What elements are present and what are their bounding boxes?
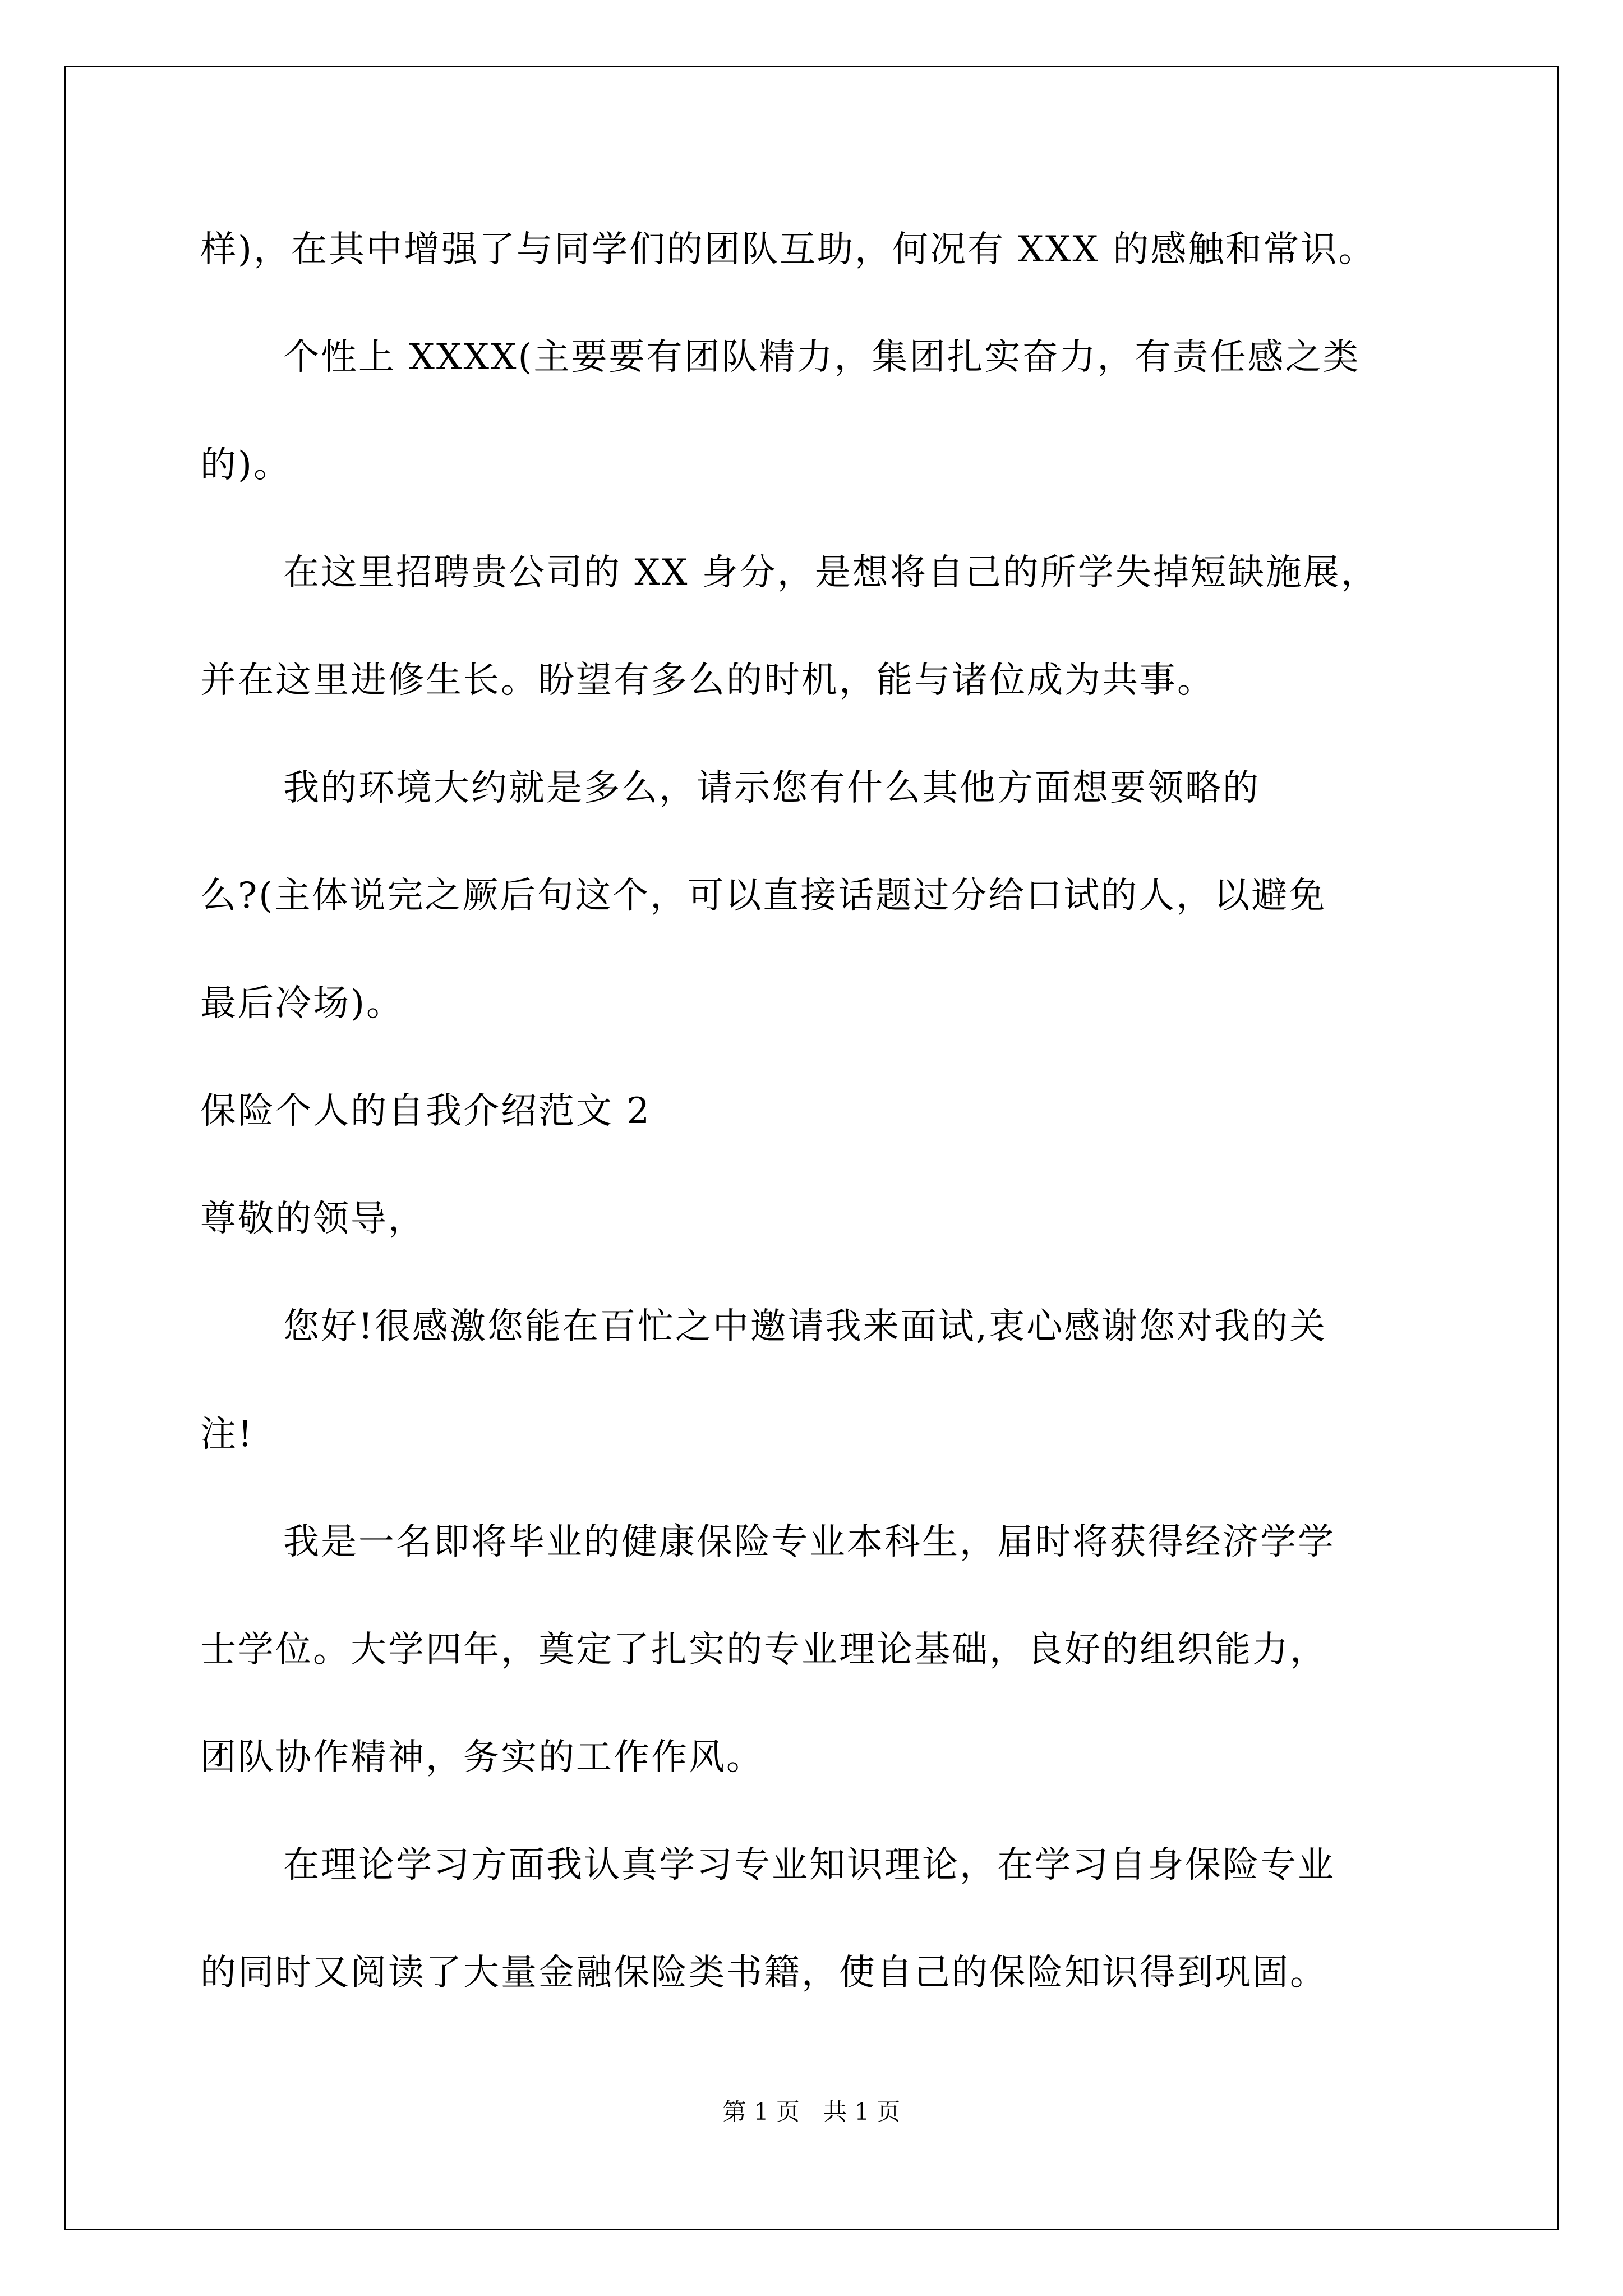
page-border	[64, 66, 1559, 2230]
text-line: 您好!很感激您能在百忙之中邀请我来面试,衷心感谢您对我的关	[283, 1306, 1327, 1347]
text-line: 士学位。大学四年，奠定了扎实的专业理论基础，良好的组织能力，	[200, 1629, 1327, 1671]
text-line: 个性上 XXXX(主要要有团队精力，集团扎实奋力，有责任感之类	[283, 337, 1361, 378]
text-line: 的同时又阅读了大量金融保险类书籍，使自己的保险知识得到巩固。	[200, 1952, 1327, 1994]
text-line: 最后冷场)。	[200, 983, 404, 1024]
page-footer: 第 1 页 共 1 页	[722, 2098, 901, 2125]
text-line: 团队协作精神，务实的工作作风。	[200, 1737, 764, 1778]
section-heading: 保险个人的自我介绍范文 2	[200, 1091, 652, 1132]
text-line: 注!	[200, 1414, 254, 1455]
text-line: 的)。	[200, 444, 291, 486]
text-line: 样)，在其中增强了与同学们的团队互助，何况有 XXX 的感触和常识。	[200, 229, 1376, 270]
text-line: 我是一名即将毕业的健康保险专业本科生，届时将获得经济学学	[283, 1521, 1335, 1563]
text-line: 我的环境大约就是多么，请示您有什么其他方面想要领略的	[283, 767, 1260, 809]
text-line: 么?(主体说完之厥后句这个，可以直接话题过分给口试的人，以避免	[200, 875, 1327, 917]
text-line: 在这里招聘贵公司的 XX 身分，是想将自己的所学失掉短缺施展，	[283, 552, 1378, 593]
text-line: 并在这里进修生长。盼望有多么的时机，能与诸位成为共事。	[200, 660, 1215, 701]
salutation: 尊敬的领导，	[200, 1198, 426, 1240]
text-line: 在理论学习方面我认真学习专业知识理论，在学习自身保险专业	[283, 1844, 1335, 1886]
